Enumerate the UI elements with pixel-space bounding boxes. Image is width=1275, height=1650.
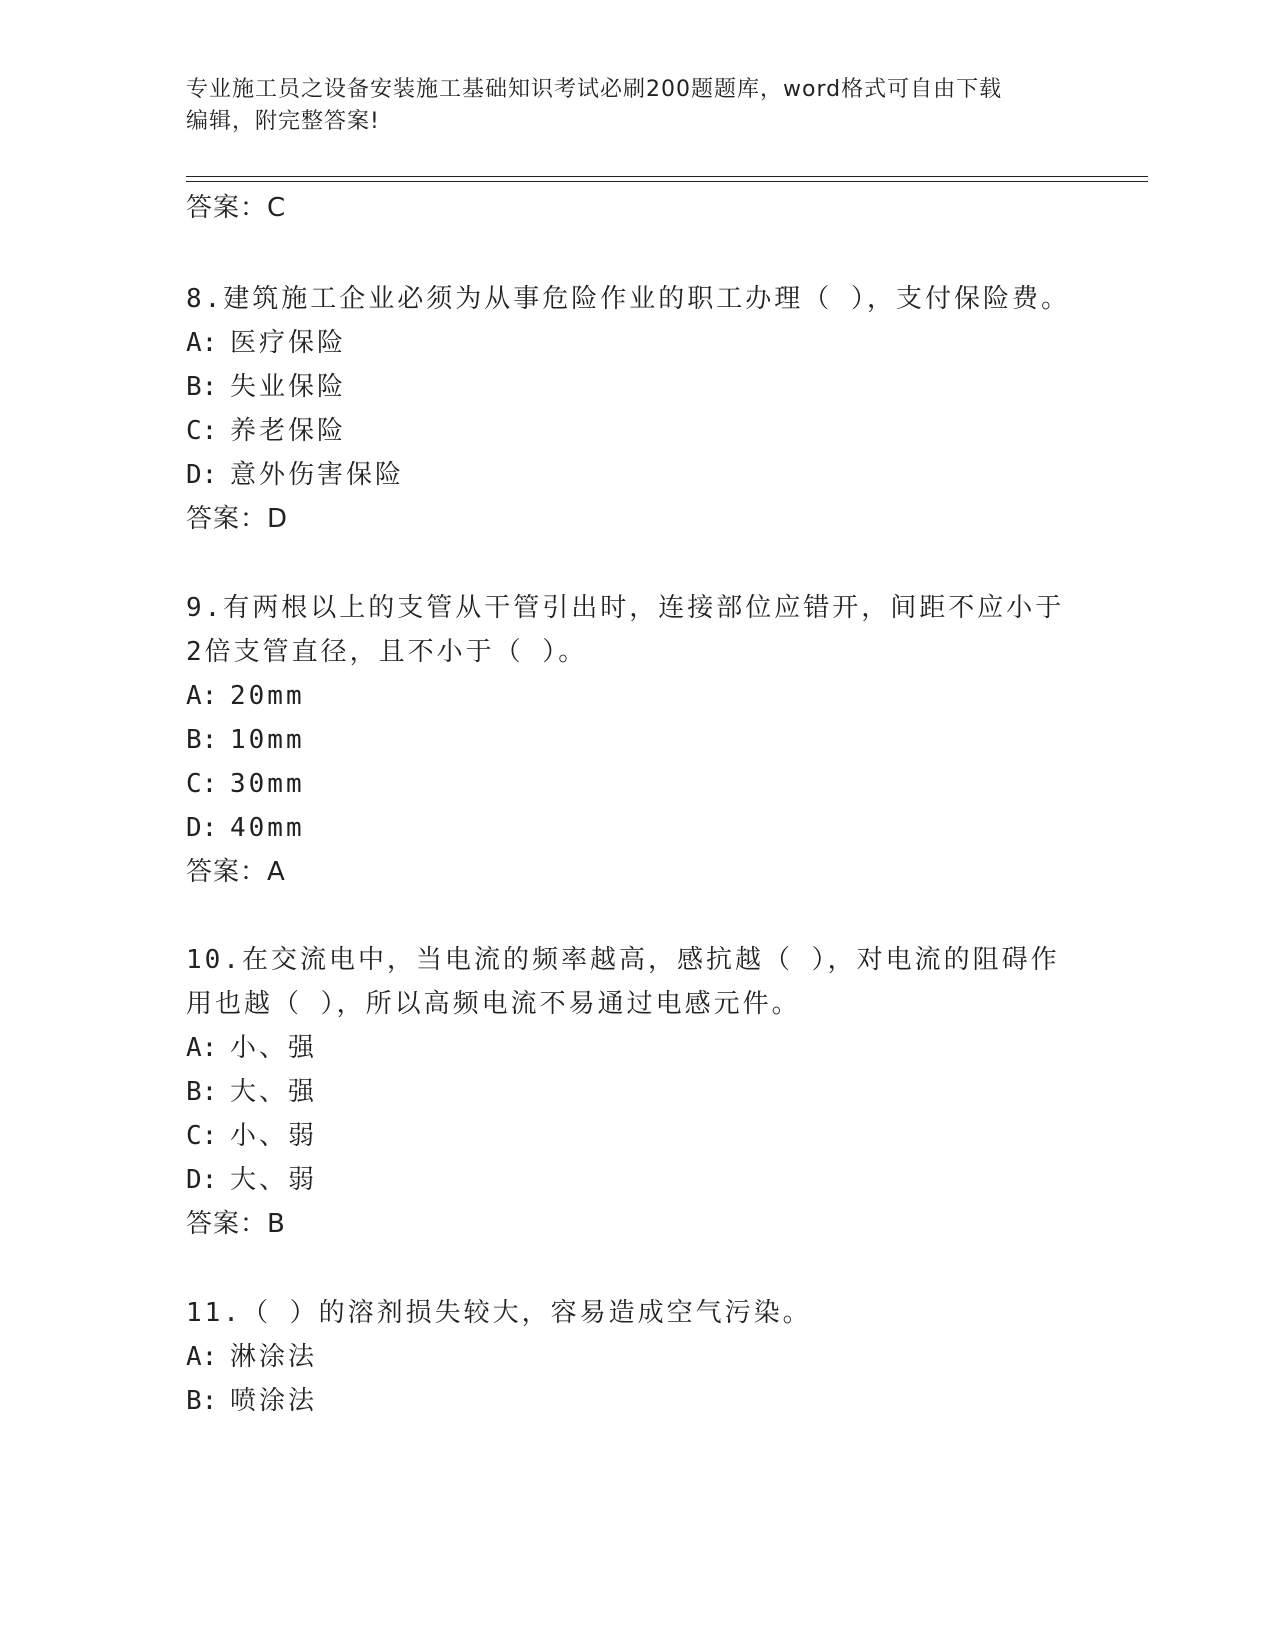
option-text: 30mm [230,769,305,799]
page-header [186,74,1086,138]
option-letter: A: [186,328,218,358]
option-text: 喷涂法 [230,1386,318,1416]
option-d [186,812,305,844]
option-text: 淋涂法 [230,1342,318,1372]
question-stem: 8.建筑施工企业必须为从事危险作业的职工办理（ ），支付保险费。 [186,284,1070,314]
answer-label: 答案： [186,504,268,534]
question-stem-continued: 2倍支管直径，且不小于（ ）。 [186,637,588,667]
option-b [186,371,346,403]
option-letter: D: [186,813,218,843]
question-stem: 11.（ ）的溶剂损失较大，容易造成空气污染。 [186,1298,812,1328]
answer-line [186,503,288,535]
question-stem-continued: 用也越（ ），所以高频电流不易通过电感元件。 [186,989,801,1019]
option-letter: C: [186,1121,218,1151]
option-a [186,1032,317,1064]
option-text: 40mm [230,813,305,843]
answer-value: B [267,1209,286,1239]
option-text: 大、强 [230,1077,318,1107]
option-letter: C: [186,416,218,446]
option-d [186,459,404,491]
answer-label: 答案： [186,857,268,887]
option-text: 20mm [230,681,305,711]
header-line-1: 专业施工员之设备安装施工基础知识考试必刷200题题库，word格式可自由下载 [186,77,1003,102]
option-d [186,1164,317,1196]
option-c [186,1120,317,1152]
question-stem: 9.有两根以上的支管从干管引出时，连接部位应错开，间距不应小于 [186,593,1065,623]
answer-line [186,856,286,888]
option-letter: B: [186,725,218,755]
option-text: 小、强 [230,1033,318,1063]
answer-value: A [267,857,286,887]
option-c [186,415,346,447]
option-letter: B: [186,1386,218,1416]
option-b [186,724,305,756]
answer-line [186,192,286,224]
option-letter: D: [186,1165,218,1195]
option-letter: C: [186,769,218,799]
answer-line [186,1208,286,1240]
option-letter: B: [186,372,218,402]
option-letter: A: [186,1342,218,1372]
option-a [186,1341,317,1373]
option-letter: D: [186,460,218,490]
option-text: 意外伤害保险 [230,460,405,490]
option-letter: A: [186,1033,218,1063]
option-text: 大、弱 [230,1165,318,1195]
option-c [186,768,305,800]
header-line-2: 编辑，附完整答案! [186,109,380,134]
option-text: 小、弱 [230,1121,318,1151]
option-b [186,1385,317,1417]
option-letter: A: [186,681,218,711]
option-a [186,680,305,712]
answer-label: 答案： [186,193,268,223]
answer-value: C [267,193,287,223]
option-text: 10mm [230,725,305,755]
option-text: 失业保险 [230,372,347,402]
answer-value: D [267,504,289,534]
header-divider [186,176,1148,182]
question-stem: 10.在交流电中，当电流的频率越高，感抗越（ ），对电流的阻碍作 [186,945,1060,975]
option-letter: B: [186,1077,218,1107]
option-text: 养老保险 [230,416,347,446]
answer-label: 答案： [186,1209,268,1239]
option-a [186,327,346,359]
option-b [186,1076,317,1108]
option-text: 医疗保险 [230,328,347,358]
